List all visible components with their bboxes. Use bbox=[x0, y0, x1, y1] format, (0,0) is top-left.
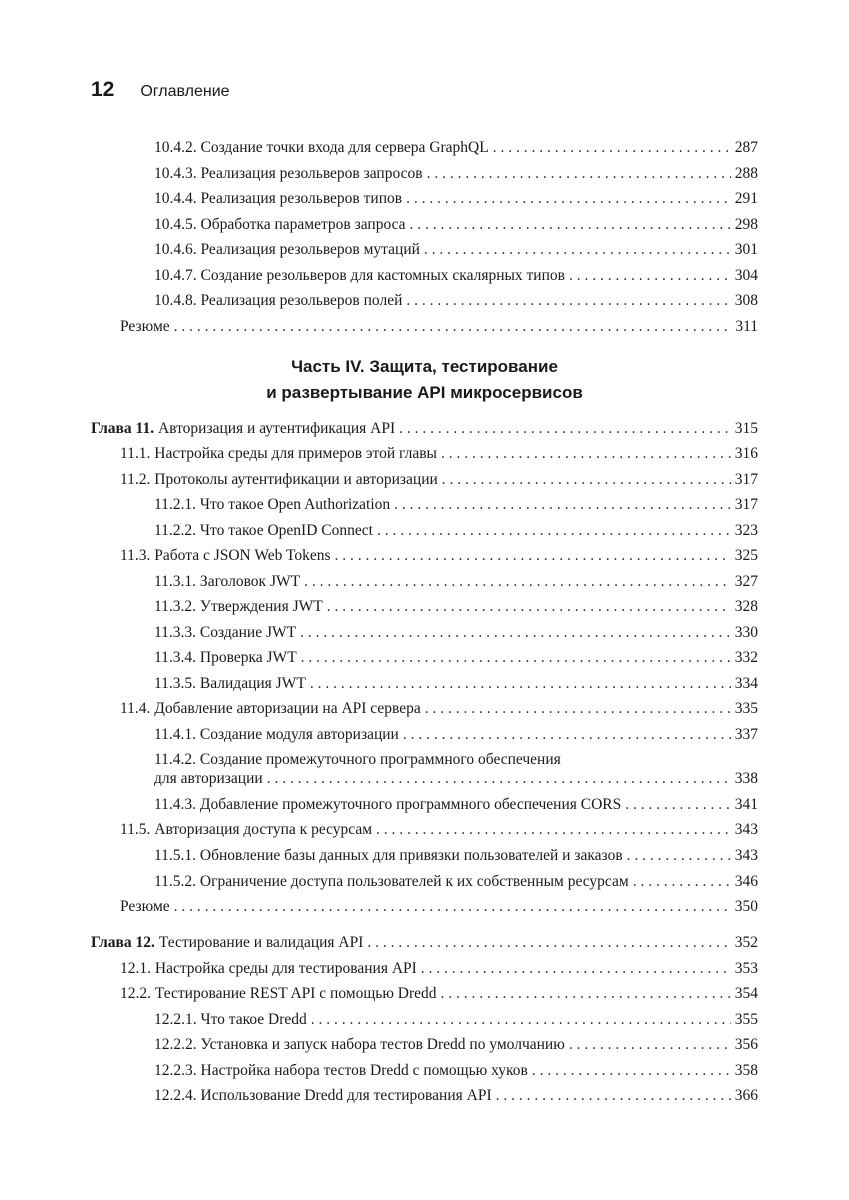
toc-entry-title: 12.2.2. Установка и запуск набора тестов Dredd по умолчанию bbox=[154, 1036, 565, 1053]
toc-entry-title: 12.2. Тестирование REST API с помощью Dredd bbox=[120, 985, 437, 1002]
leader-dots bbox=[625, 794, 730, 815]
toc-entry bbox=[91, 214, 758, 235]
toc-entry-title: 11.5. Авторизация доступа к ресурсам bbox=[120, 821, 373, 838]
toc-entry-page: 332 bbox=[734, 649, 758, 666]
leader-dots bbox=[427, 163, 731, 184]
toc-chapter-entry bbox=[91, 418, 758, 439]
leader-dots bbox=[441, 983, 731, 1004]
toc-entry bbox=[91, 1060, 758, 1081]
leader-dots bbox=[496, 1085, 731, 1106]
toc-entry-page: 353 bbox=[734, 960, 758, 977]
toc-entry-title: 11.4.3. Добавление промежуточного программного обеспечения CORS bbox=[154, 796, 622, 813]
toc-entry-page: 338 bbox=[734, 770, 758, 787]
toc-entry-page: 308 bbox=[734, 292, 758, 309]
toc-entry bbox=[91, 239, 758, 260]
toc-entry-title: 10.4.3. Реализация резольверов запросов bbox=[154, 165, 423, 182]
leader-dots bbox=[425, 698, 731, 719]
toc-entry bbox=[91, 724, 758, 745]
part-title-line: Часть IV. Защита, тестирование bbox=[291, 357, 558, 376]
page-header bbox=[91, 78, 230, 102]
toc-entry bbox=[91, 1034, 758, 1055]
toc-entry bbox=[91, 520, 758, 541]
leader-dots bbox=[304, 571, 731, 592]
toc-entry-title: 11.2.2. Что такое OpenID Connect bbox=[154, 522, 373, 539]
toc-entry bbox=[91, 958, 758, 979]
toc-entry-page: 356 bbox=[734, 1036, 758, 1053]
toc-entry bbox=[91, 768, 758, 789]
leader-dots bbox=[335, 545, 731, 566]
toc-entry-title: 11.3.3. Создание JWT bbox=[154, 624, 297, 641]
leader-dots bbox=[410, 214, 731, 235]
toc-entry-title: 11.3.5. Валидация JWT bbox=[154, 675, 306, 692]
toc-entry-title: 11.3.4. Проверка JWT bbox=[154, 649, 297, 666]
toc-entry-title: 11.5.2. Ограничение доступа пользователей к их собственным ресурсам bbox=[154, 873, 629, 890]
toc-entry bbox=[91, 494, 758, 515]
toc-entry-title: 11.1. Настройка среды для примеров этой главы bbox=[120, 445, 437, 462]
toc-entry-title: 11.4.1. Создание модуля авторизации bbox=[154, 726, 399, 743]
toc-entry bbox=[91, 673, 758, 694]
toc-entry-title: Резюме bbox=[120, 898, 170, 915]
toc-entry bbox=[91, 163, 758, 184]
toc-entry-page: 311 bbox=[735, 318, 758, 335]
toc-entry-title: Тестирование и валидация API bbox=[158, 934, 364, 951]
toc-entry-page: 354 bbox=[734, 985, 758, 1002]
toc-entry bbox=[91, 1009, 758, 1030]
toc-entry-page: 343 bbox=[734, 821, 758, 838]
running-header-title: Оглавление bbox=[140, 83, 230, 100]
toc-entry bbox=[91, 265, 758, 286]
toc-entry-title: 10.4.7. Создание резольверов для кастомных скалярных типов bbox=[154, 267, 565, 284]
toc-entry bbox=[91, 137, 758, 158]
chapter-label: Глава 11. bbox=[91, 420, 155, 437]
toc-entry bbox=[91, 545, 758, 566]
leader-dots bbox=[174, 316, 732, 337]
toc-entry-title: 11.2. Протоколы аутентификации и авторизации bbox=[120, 471, 438, 488]
toc-entry-page: 355 bbox=[734, 1011, 758, 1028]
toc-entry-page: 298 bbox=[734, 216, 758, 233]
toc-entry-page: 343 bbox=[734, 847, 758, 864]
toc-entry bbox=[91, 622, 758, 643]
toc-entry-title: 11.3.1. Заголовок JWT bbox=[154, 573, 301, 590]
toc-entry-title: 10.4.2. Создание точки входа для сервера GraphQL bbox=[154, 139, 489, 156]
toc-entry-title: Авторизация и аутентификация API bbox=[157, 420, 396, 437]
toc-entry bbox=[91, 871, 758, 892]
toc-entry-title: 11.5.1. Обновление базы данных для привязки пользователей и заказов bbox=[154, 847, 623, 864]
toc-entry-title: 11.3.2. Утверждения JWT bbox=[154, 598, 323, 615]
toc-entry-page: 316 bbox=[734, 445, 758, 462]
toc-entry bbox=[91, 698, 758, 719]
toc-entry bbox=[91, 819, 758, 840]
toc-entry bbox=[91, 469, 758, 490]
leader-dots bbox=[327, 596, 731, 617]
toc-entry-page: 328 bbox=[734, 598, 758, 615]
chapter-label: Глава 12. bbox=[91, 934, 155, 951]
toc-entry-page: 341 bbox=[734, 796, 758, 813]
toc-entry-page: 335 bbox=[734, 700, 758, 717]
toc-entry-title-line: 11.4.2. Создание промежуточного программного обеспечения bbox=[154, 751, 561, 768]
leader-dots bbox=[367, 932, 730, 953]
leader-dots bbox=[441, 443, 731, 464]
toc-entry-page: 327 bbox=[734, 573, 758, 590]
toc-entry-page: 334 bbox=[734, 675, 758, 692]
toc-entry-page: 288 bbox=[734, 165, 758, 182]
toc-entry-title: 12.2.1. Что такое Dredd bbox=[154, 1011, 307, 1028]
toc-entry-page: 301 bbox=[734, 241, 758, 258]
leader-dots bbox=[311, 1009, 731, 1030]
leader-dots bbox=[267, 768, 731, 789]
toc-entry-title: 11.3. Работа с JSON Web Tokens bbox=[120, 547, 331, 564]
toc-entry bbox=[91, 647, 758, 668]
toc-entry-page: 304 bbox=[734, 267, 758, 284]
toc-entry-title: 10.4.5. Обработка параметров запроса bbox=[154, 216, 406, 233]
toc-entry bbox=[91, 316, 758, 337]
toc-entry bbox=[91, 794, 758, 815]
page-number: 12 bbox=[91, 78, 115, 101]
leader-dots bbox=[424, 239, 731, 260]
toc-entry-page: 317 bbox=[734, 496, 758, 513]
leader-dots bbox=[627, 845, 731, 866]
toc-entry-page: 350 bbox=[734, 898, 758, 915]
toc-chapter-entry bbox=[91, 932, 758, 953]
leader-dots bbox=[174, 896, 731, 917]
leader-dots bbox=[406, 188, 731, 209]
toc-entry-page: 323 bbox=[734, 522, 758, 539]
leader-dots bbox=[399, 418, 731, 439]
leader-dots bbox=[532, 1060, 731, 1081]
part-title-line: и развертывание API микросервисов bbox=[266, 383, 583, 402]
leader-dots bbox=[301, 647, 731, 668]
toc-entry-title: 12.2.4. Использование Dredd для тестирования API bbox=[154, 1087, 492, 1104]
leader-dots bbox=[633, 871, 731, 892]
toc-entry-page: 315 bbox=[734, 420, 758, 437]
toc-entry-page: 352 bbox=[734, 934, 758, 951]
leader-dots bbox=[376, 819, 731, 840]
toc-entry-title: 12.1. Настройка среды для тестирования API bbox=[120, 960, 417, 977]
toc-entry bbox=[91, 188, 758, 209]
toc-entry-page: 317 bbox=[734, 471, 758, 488]
leader-dots bbox=[406, 290, 730, 311]
leader-dots bbox=[300, 622, 731, 643]
toc-entry-title: 10.4.6. Реализация резольверов мутаций bbox=[154, 241, 420, 258]
leader-dots bbox=[310, 673, 731, 694]
toc-entry-page: 346 bbox=[734, 873, 758, 890]
leader-dots bbox=[421, 958, 731, 979]
toc-entry-page: 358 bbox=[734, 1062, 758, 1079]
toc-entry-title: 10.4.8. Реализация резольверов полей bbox=[154, 292, 403, 309]
toc-entry bbox=[91, 596, 758, 617]
toc-entry bbox=[91, 845, 758, 866]
toc-entry-title: 12.2.3. Настройка набора тестов Dredd с помощью хуков bbox=[154, 1062, 528, 1079]
toc-entry-page: 366 bbox=[734, 1087, 758, 1104]
toc-entry bbox=[91, 571, 758, 592]
toc-entry-page: 330 bbox=[734, 624, 758, 641]
toc-entry bbox=[91, 1085, 758, 1106]
leader-dots bbox=[403, 724, 731, 745]
toc-entry-title: для авторизации bbox=[154, 770, 263, 787]
toc-entry-title: Резюме bbox=[120, 318, 170, 335]
toc-entry-page: 337 bbox=[734, 726, 758, 743]
leader-dots bbox=[442, 469, 731, 490]
leader-dots bbox=[493, 137, 731, 158]
toc-entry-page: 291 bbox=[734, 190, 758, 207]
leader-dots bbox=[394, 494, 731, 515]
leader-dots bbox=[377, 520, 731, 541]
toc-entry bbox=[91, 290, 758, 311]
toc-entry bbox=[91, 443, 758, 464]
toc-entry-page: 287 bbox=[734, 139, 758, 156]
toc-entry bbox=[91, 983, 758, 1004]
leader-dots bbox=[569, 1034, 731, 1055]
toc-entry-page: 325 bbox=[734, 547, 758, 564]
toc-entry-title: 11.2.1. Что такое Open Authorization bbox=[154, 496, 391, 513]
toc-entry-title: 10.4.4. Реализация резольверов типов bbox=[154, 190, 403, 207]
leader-dots bbox=[569, 265, 731, 286]
toc-entry bbox=[91, 896, 758, 917]
toc-entry-title: 11.4. Добавление авторизации на API сервера bbox=[120, 700, 421, 717]
